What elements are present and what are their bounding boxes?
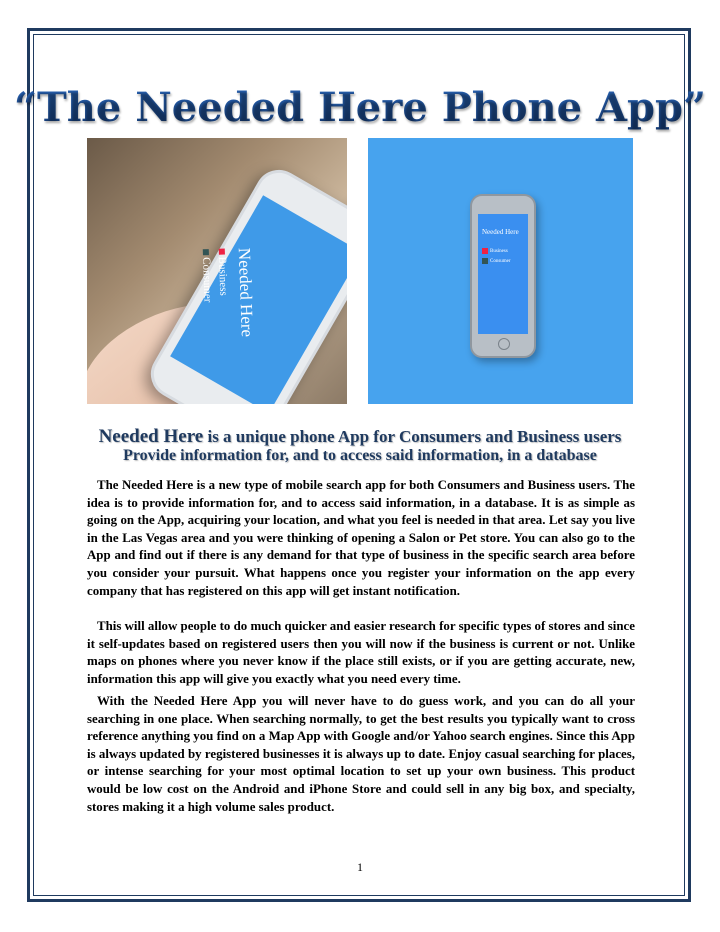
phone-screen-left xyxy=(170,195,347,404)
subheading-line-1 xyxy=(0,426,720,448)
business-icon xyxy=(218,249,224,255)
app-item-consumer-left: Consumer xyxy=(200,256,214,303)
paragraph-2: This will allow people to do much quicker and easier research for specific types of stores and since it self-updates based on registered users then you will now if the business is current or not. Unlike maps on phones where you never know if the place still exists, or if you are getting accurate, new, information this app will give you exactly what you need every time. xyxy=(87,619,635,686)
app-item-business-left: Business xyxy=(216,256,230,296)
subheading-line-2: Provide information for, and to access said information, in a database xyxy=(123,447,597,464)
business-icon xyxy=(482,248,488,254)
app-item-consumer-right: Consumer xyxy=(490,259,511,265)
brand-name: Needed Here xyxy=(98,426,204,447)
app-title-left: Needed Here xyxy=(234,247,257,338)
home-button-icon xyxy=(498,338,510,350)
subheading-rest: is a unique phone App for Consumers and Business users xyxy=(203,427,622,446)
phone-mockup-left xyxy=(142,161,347,404)
hand-holding-phone-photo xyxy=(87,138,347,404)
paragraph-3: With the Needed Here App you will never have to do guess work, and you can do all your searching in one place. When searching normally, to get the best results you typically want to cross reference anything you find on a Map App with Google and/or Yahoo search engines. Since this App is always updated by registered businesses it is always up to date. Enjoy casual searching for places, or intense searching for your most optimal location to set up your own business. This product would be low cost on the Android and iPhone Store and could sell in any big box, and specialty, stores making it a high volume sales product. xyxy=(87,694,635,814)
app-item-business-right: Business xyxy=(490,249,508,255)
phone-mockup-right xyxy=(470,194,536,358)
page-number: 1 xyxy=(357,860,363,874)
paragraph-1: The Needed Here is a new type of mobile search app for both Consumers and Business users. The idea is to provide information for, and to access said information, in a database. It is as simple as going on the App, acquiring your location, and what you feel is needed in that area. Let say you live in the Las Vegas area and you were thinking of opening a Salon or Pet store. You can also go to the App and find out if there is any demand for that type of business in the specific search area before you consider your pursuit. What happens once you register your information on the app every company that has registered on this app will get instant notification. xyxy=(87,478,635,598)
phone-screen-right xyxy=(478,214,528,334)
app-title-right: Needed Here xyxy=(482,228,519,236)
consumer-icon xyxy=(202,249,208,255)
document-title: “The Needed Here Phone App” xyxy=(0,84,720,131)
phone-render-image xyxy=(368,138,633,404)
consumer-icon xyxy=(482,258,488,264)
